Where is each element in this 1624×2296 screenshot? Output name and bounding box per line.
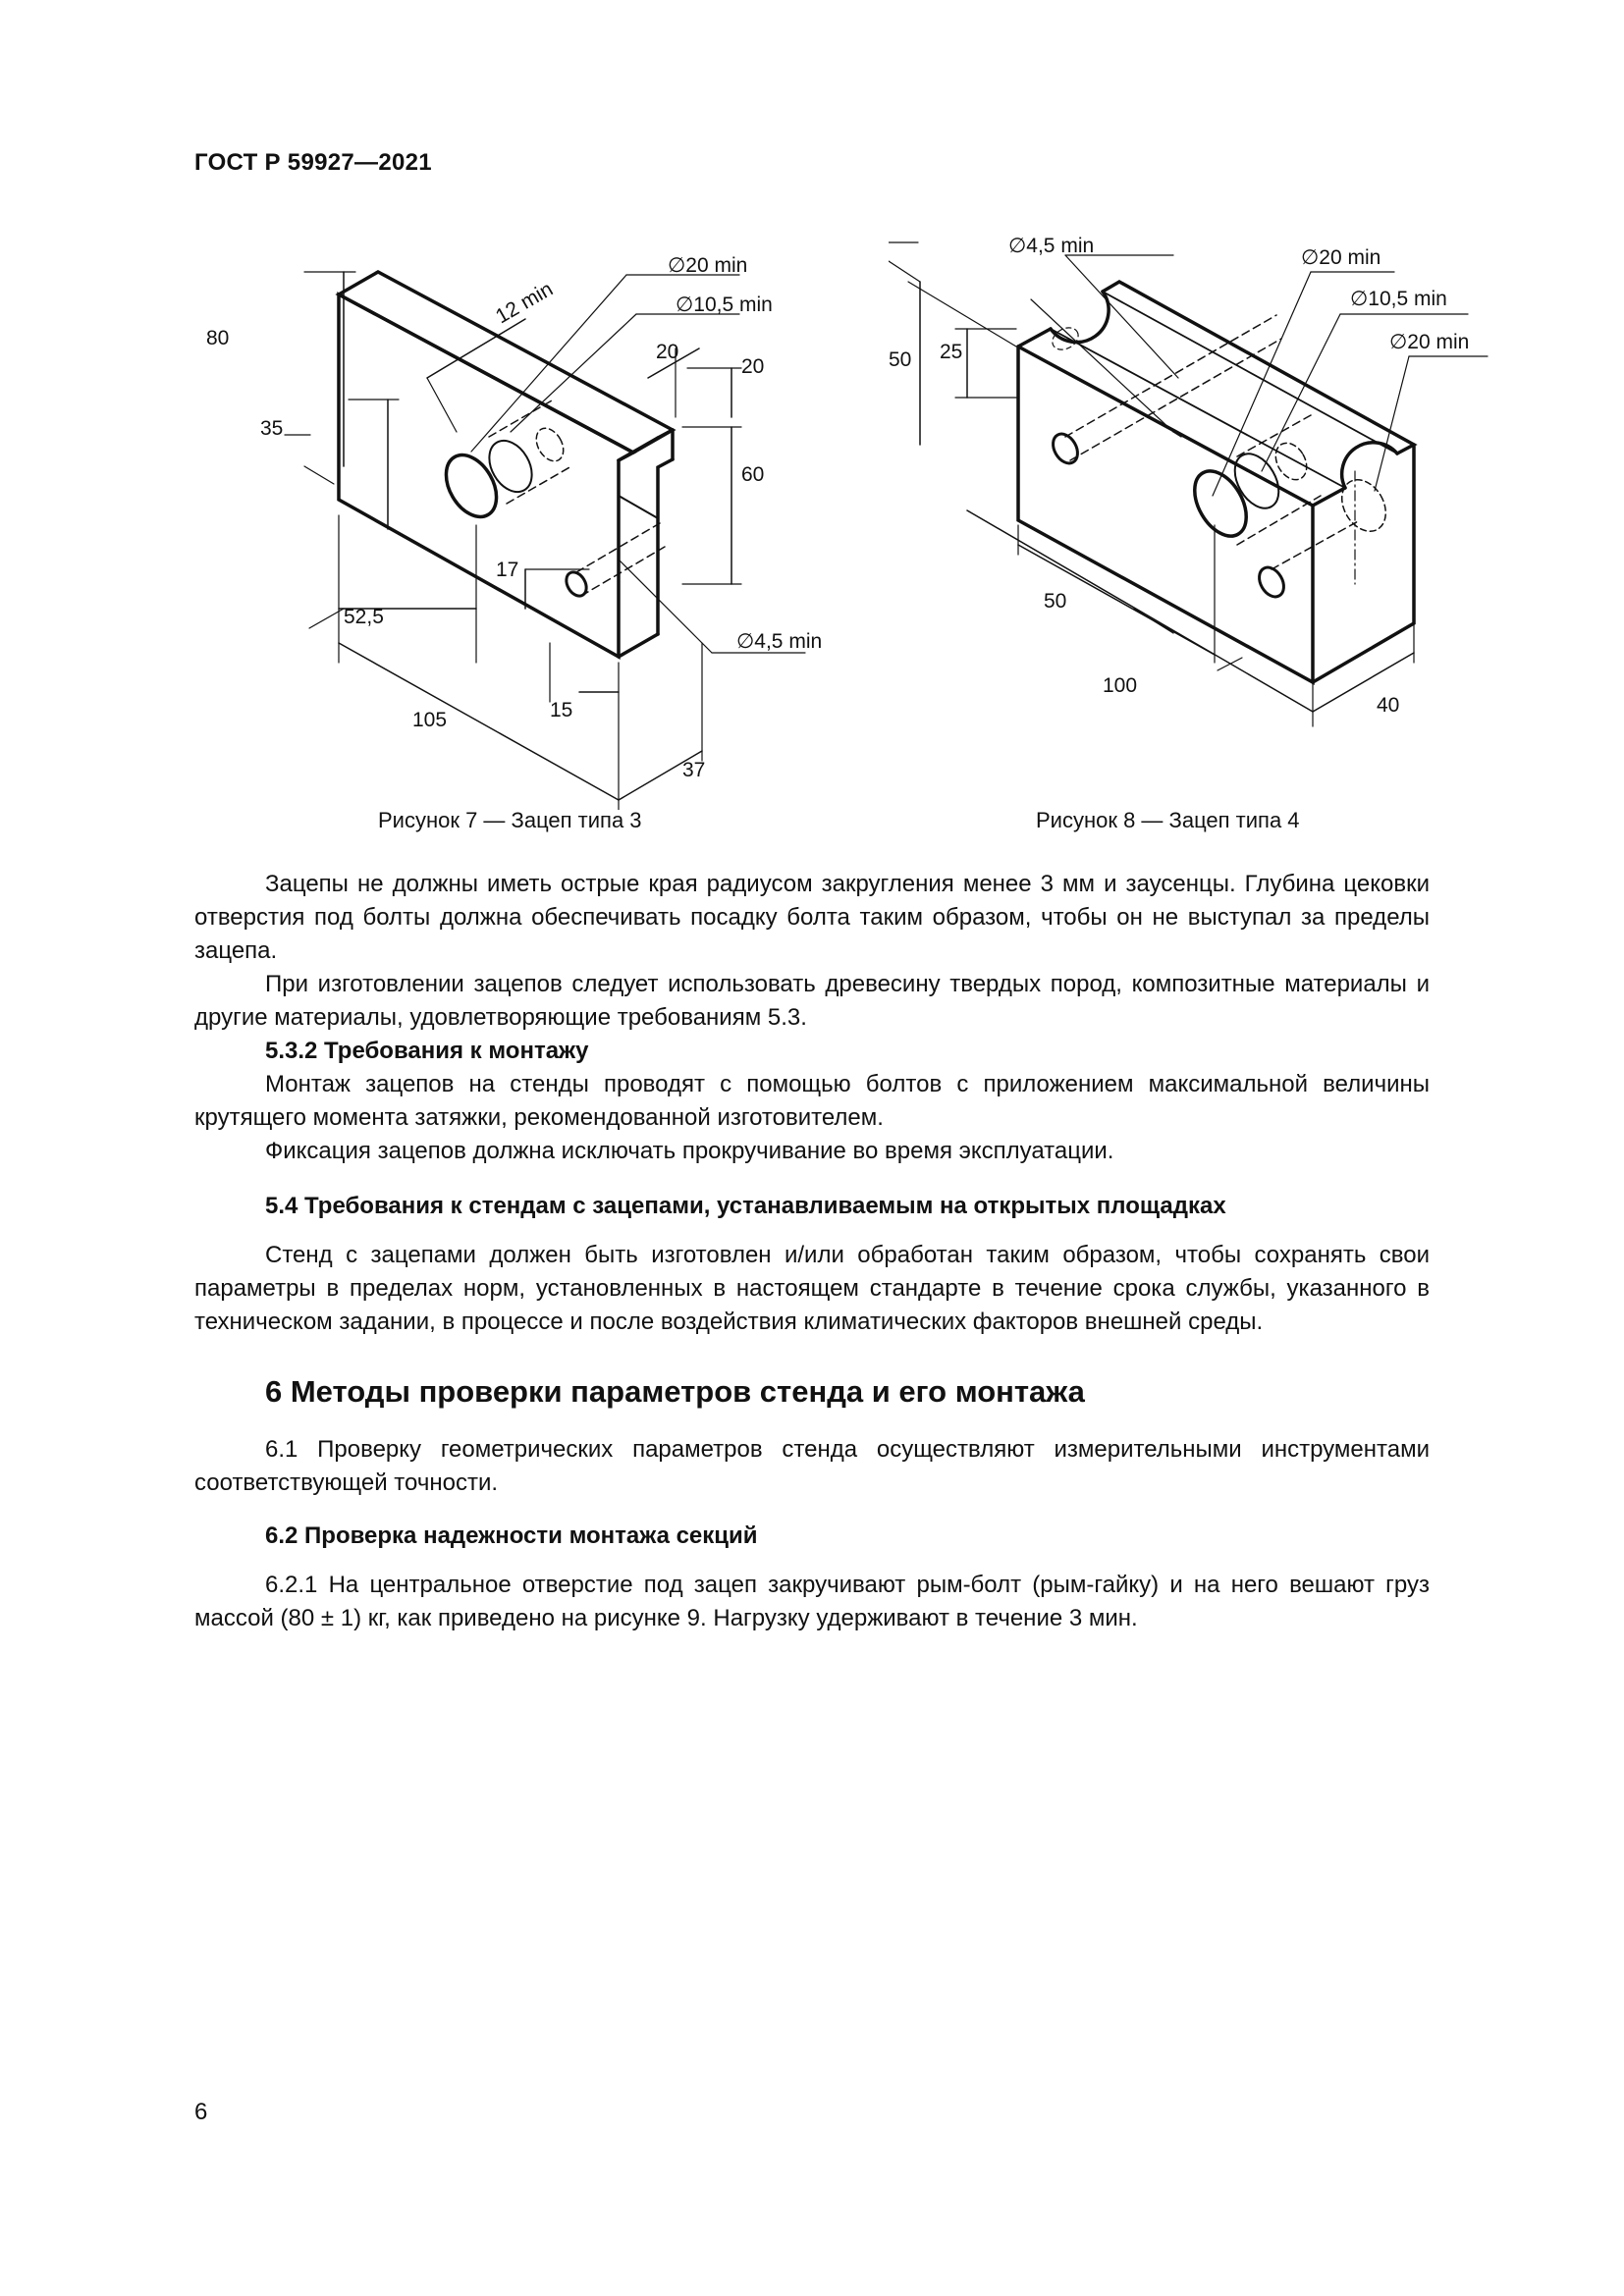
fig7-dim-105: 105 (412, 709, 448, 731)
fig7-dim-20b: 20 (741, 355, 765, 378)
fig7-dim-20a: 20 (656, 341, 679, 363)
document-header: ГОСТ Р 59927—2021 (194, 149, 432, 176)
figure-7-caption: Рисунок 7 — Зацеп типа 3 (378, 808, 642, 832)
paragraph-sharp-edges: Зацепы не должны иметь острые края радиусом закругления менее 3 мм и заусенцы. Глубина цековки отверстия под болты должна обеспечивать посадку болта таким образом, чтобы он не выступал за пределы зацепа. (194, 871, 1430, 964)
figure-7-drawing (187, 231, 874, 810)
fig7-dim-dia10-5: ∅10,5 min (676, 294, 773, 316)
fig7-dim-15: 15 (550, 699, 573, 721)
figure-7 (187, 231, 874, 810)
fig7-dim-37: 37 (682, 759, 706, 781)
fig7-dim-35: 35 (260, 417, 284, 440)
heading-6-2: 6.2 Проверка надежности монтажа секций (265, 1522, 758, 1549)
heading-section-6: 6 Методы проверки параметров стенда и его монтажа (265, 1374, 1085, 1409)
paragraph-6-1: 6.1 Проверку геометрических параметров стенда осуществляют измерительными инструментами соответствующей точности. (194, 1436, 1430, 1496)
fig8-dim-dia20-right: ∅20 min (1389, 331, 1470, 353)
heading-5-3-2: 5.3.2 Требования к монтажу (265, 1038, 589, 1064)
paragraph-outdoor-stand: Стенд с зацепами должен быть изготовлен и/или обработан таким образом, чтобы сохранять свои параметры в пределах норм, установленных в настоящем стандарте в течение срока службы, указанного в техническом задании, в процессе и после воздействия климатических факторов внешней среды. (194, 1242, 1430, 1335)
fig8-dim-100: 100 (1103, 674, 1138, 697)
fig8-dim-dia4-5: ∅4,5 min (1008, 235, 1095, 257)
paragraph-6-2-1: 6.2.1 На центральное отверстие под зацеп закручивают рым-болт (рым-гайку) и на него вешают груз массой (80 ± 1) кг, как приведено на рисунке 9. Нагрузку удерживают в течение 3 мин. (194, 1572, 1430, 1631)
fig7-dim-52-5: 52,5 (344, 606, 384, 628)
heading-5-4: 5.4 Требования к стендам с зацепами, устанавливаемым на открытых площадках (265, 1193, 1226, 1219)
page-number: 6 (194, 2099, 208, 2125)
figure-8 (889, 231, 1497, 741)
fig8-dim-25: 25 (940, 341, 963, 363)
fig8-dim-40: 40 (1377, 694, 1400, 717)
paragraph-materials: При изготовлении зацепов следует использовать древесину твердых пород, композитные материалы и другие материалы, удовлетворяющие требованиям 5.3. (194, 971, 1430, 1031)
fig8-dim-50-bottom: 50 (1044, 590, 1067, 613)
paragraph-mounting: Монтаж зацепов на стенды проводят с помощью болтов с приложением максимальной величины крутящего момента затяжки, рекомендованной изготовителем. (194, 1071, 1430, 1131)
fig7-dim-80: 80 (206, 327, 230, 349)
figure-8-drawing (889, 231, 1497, 741)
paragraph-fixation: Фиксация зацепов должна исключать прокручивание во время эксплуатации. (265, 1138, 1114, 1164)
fig8-dim-dia20-top: ∅20 min (1301, 246, 1381, 269)
fig7-dim-dia20: ∅20 min (668, 254, 748, 277)
fig7-dim-60: 60 (741, 463, 765, 486)
fig7-dim-dia4-5: ∅4,5 min (736, 630, 823, 653)
fig7-dim-17: 17 (496, 559, 519, 581)
fig8-dim-dia10-5: ∅10,5 min (1350, 288, 1447, 310)
figure-8-caption: Рисунок 8 — Зацеп типа 4 (1036, 808, 1300, 832)
fig8-dim-50: 50 (889, 348, 912, 371)
fig7-dim-12min: 12 min (492, 277, 558, 329)
